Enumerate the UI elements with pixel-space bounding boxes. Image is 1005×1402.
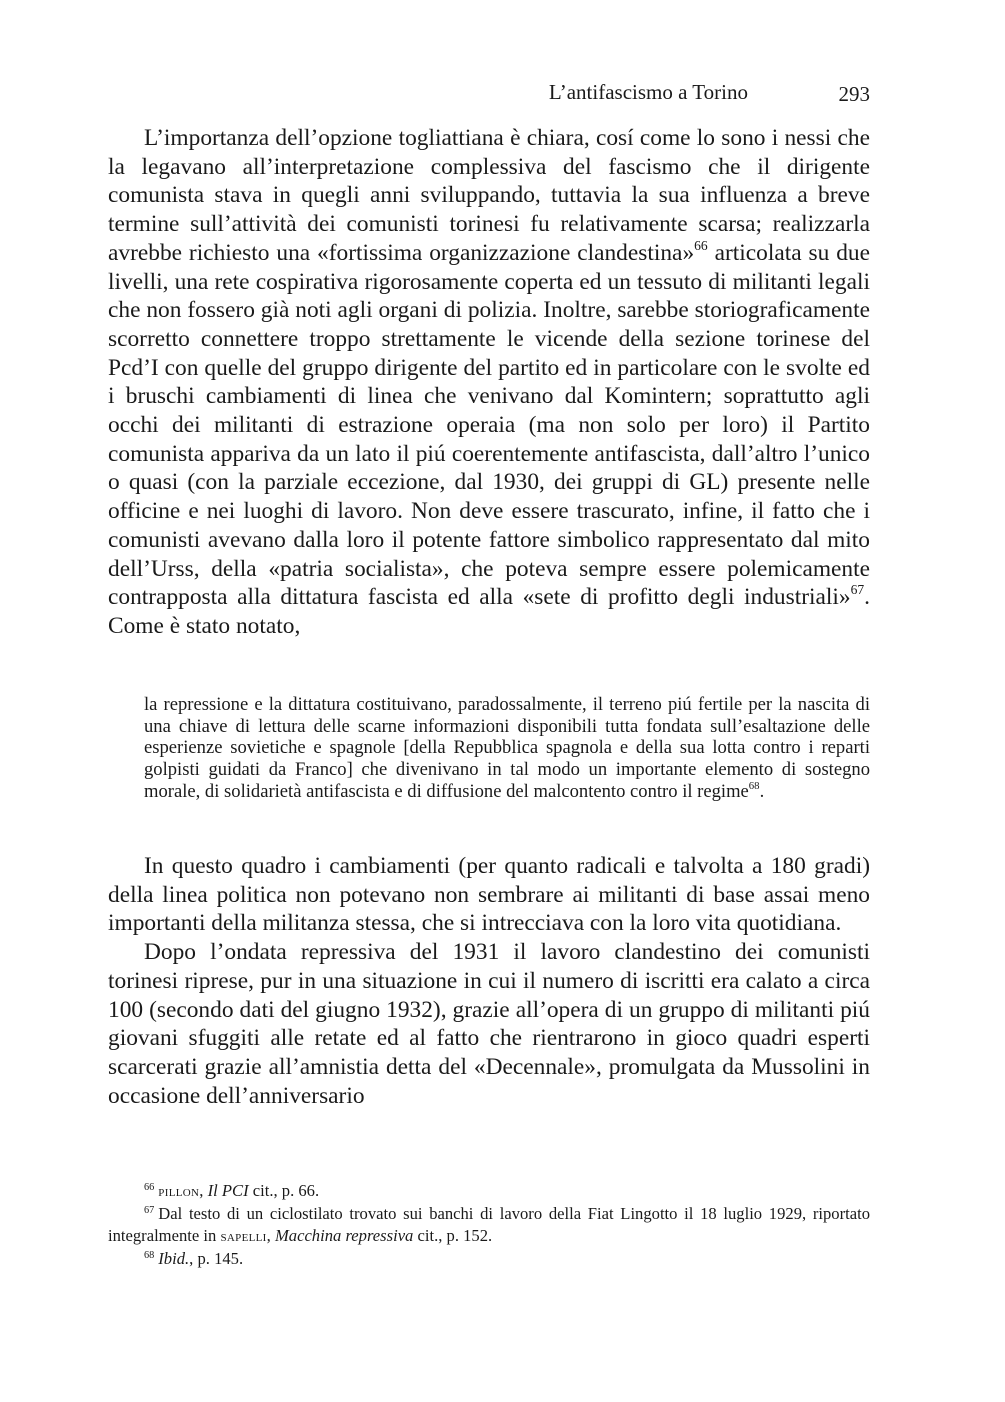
footnote-ref-66[interactable]: 66: [694, 238, 708, 254]
footnote-number: 67: [144, 1205, 155, 1217]
block-quotation: [144, 694, 870, 803]
page-header: [108, 80, 870, 108]
footnote-ref-67[interactable]: 67: [850, 582, 865, 598]
footnote-title: Macchina repressiva: [274, 1226, 414, 1245]
footnote-separator: ,: [199, 1181, 208, 1200]
footnote-title: Ibid.: [158, 1249, 190, 1268]
footnote-text: , p. 145.: [189, 1249, 244, 1268]
footnote-68: [108, 1248, 870, 1270]
footnote-66: [108, 1180, 870, 1203]
quotation-end: .: [759, 780, 765, 802]
footnote-number: 66: [144, 1182, 155, 1194]
footnote-author: sapelli: [220, 1228, 267, 1245]
footnote-text: Dal testo di un ciclostilato trovato sui banchi di lavoro della Fiat Lingotto il 18 luglio 1929, riportato integralmente in: [108, 1204, 870, 1245]
page-number: 293: [838, 82, 870, 106]
footnote-text: cit., p. 152.: [413, 1226, 493, 1245]
body-paragraph-3: Dopo l’ondata repressiva del 1931 il lavoro clandestino dei comunisti torinesi riprese, pur in una situazione in cui il numero di iscritti era calato a circa 100 (secondo dati del giugno 1932), grazie all’opera di un gruppo di militanti piú giovani sfuggiti alle retate ed al fatto che rientrarono in gioco quadri esperti scarcerati grazie all’amnistia detta del «Decennale», promulgata da Mussolini in occasione dell’anniversario: [108, 939, 870, 1109]
footnote-67: [108, 1203, 870, 1248]
quotation-text: la repressione e la dittatura costituivano, paradossalmente, il terreno piú fertile per la nascita di una chiave di lettura delle scarne informazioni disponibili tutta fondata sull’esaltazione delle esperienze sovietiche e spagnole [della Repubblica spagnola e della sua lotta contro i reparti golpisti guidati da Franco] che divenivano in tal modo un importante elemento di sostegno morale, di solidarietà antifascista e di diffusione del malcontento contro il regime: [144, 694, 870, 802]
footnotes: [108, 1180, 870, 1270]
body-paragraph-2: In questo quadro i cambiamenti (per quanto radicali e talvolta a 180 gradi) della linea politica non potevano non sembrare ai militanti di base assai meno importanti della militanza stessa, che si intrecciava con la loro vita quotidiana.: [108, 853, 870, 937]
paragraph-text: L’importanza dell’opzione togliattiana è chiara, cosí come lo sono i nessi che la legavano all’interpretazione complessiva del fascismo che il dirigente comunista stava in quegli anni sviluppando, tuttavia la sua influenza a breve termine sull’attività dei comunisti torinesi fu relativamente scarsa; realizzarla avrebbe richiesto una «fortissima organizzazione clandestina»: [108, 125, 870, 266]
running-head: L’antifascismo a Torino: [548, 80, 748, 104]
footnote-text: cit., p. 66.: [248, 1181, 320, 1200]
paragraph-text: . Come è stato notato,: [108, 584, 870, 639]
body-paragraph-1: [108, 124, 870, 641]
footnote-title: Il PCI: [207, 1181, 249, 1200]
footnote-separator: ,: [266, 1226, 275, 1245]
body-paragraphs-2-3: [108, 852, 870, 1110]
paragraph-text: articolata su due livelli, una rete cospirativa rigorosamente coperta ed un tessuto di militanti legali che non fossero già noti agli organi di polizia. Inoltre, sarebbe storiograficamente scorretto connettere troppo strettamente le vicende della sezione torinese del Pcd’I con quelle del gruppo dirigente del partito ed in particolare con le svolte ed i bruschi cambiamenti di linea che venivano dal Komintern; soprattutto agli occhi dei militanti di estrazione operaia (ma non solo per loro) il Partito comunista appariva da un lato il piú coerentemente antifascista, dall’altro l’unico o quasi (con la parziale eccezione, dal 1930, dei gruppi di GL) presente nelle officine e nei luoghi di lavoro. Non deve essere trascurato, infine, il fatto che i comunisti avevano dalla loro il potente fattore simbolico rappresentato dal mito dell’Urss, della «patria socialista», che poteva sempre essere polemicamente contrapposta alla dittatura fascista ed alla «sete di profitto degli industriali»: [108, 239, 870, 611]
footnote-number: 68: [144, 1250, 155, 1262]
footnote-author: pillon: [158, 1183, 200, 1200]
footnote-ref-68[interactable]: 68: [748, 780, 760, 793]
